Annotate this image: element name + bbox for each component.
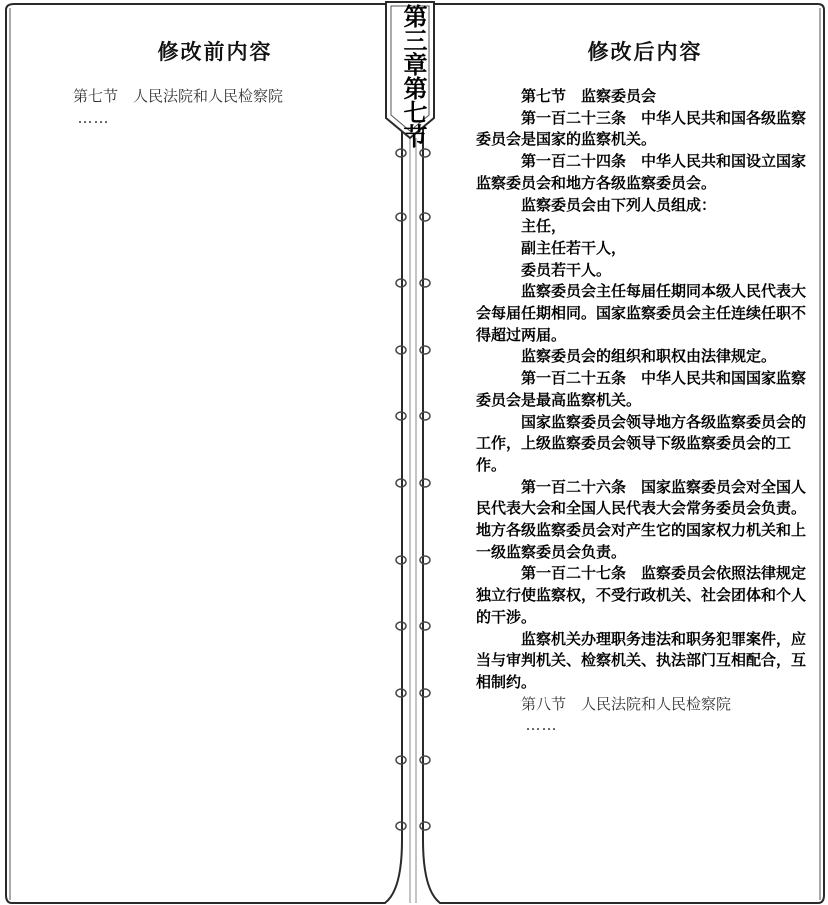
cooperation-paragraph: 监察机关办理职务违法和职务犯罪案件，应当与审判机关、检察机关、执法部门互相配合，互相制约。 (476, 629, 807, 691)
next-section-heading: 第八节 人民法院和人民检察院 (521, 694, 732, 713)
before-title: 修改前内容 (157, 40, 273, 64)
composition-item: 委员若干人。 (521, 260, 612, 279)
after-ellipsis: …… (525, 716, 558, 735)
composition-item: 副主任若干人， (521, 238, 627, 257)
composition-intro: 监察委员会由下列人员组成： (521, 195, 717, 214)
composition-item: 主任， (521, 217, 567, 236)
after-section-heading: 第七节 监察委员会 (521, 87, 657, 105)
left-page-outline (6, 4, 402, 903)
leadership-paragraph: 国家监察委员会领导地方各级监察委员会的工作，上级监察委员会领导下级监察委员会的工作。 (476, 412, 807, 474)
after-title: 修改后内容 (587, 40, 703, 64)
term-paragraph: 监察委员会主任每届任期同本级人民代表大会每届任期相同。国家监察委员会主任连续任职不得超过两届。 (476, 282, 807, 344)
before-content (28, 86, 368, 129)
chapter-label: 第三章第七节 (399, 4, 427, 148)
article-125: 第一百二十五条 中华人民共和国国家监察委员会是最高监察机关。 (476, 369, 807, 409)
organization-paragraph: 监察委员会的组织和职权由法律规定。 (521, 347, 777, 366)
after-content (476, 86, 816, 737)
article-124: 第一百二十四条 中华人民共和国设立国家监察委员会和地方各级监察委员会。 (476, 152, 807, 192)
article-123: 第一百二十三条 中华人民共和国各级监察委员会是国家的监察机关。 (476, 108, 807, 149)
article-127: 第一百二十七条 监察委员会依照法律规定独立行使监察权，不受行政机关、社会团体和个人的干涉。 (476, 564, 807, 626)
article-126: 第一百二十六条 国家监察委员会对全国人民代表大会和全国人民代表大会常务委员会负责。地方各级监察委员会对产生它的国家权力机关和上一级监察委员会负责。 (476, 477, 807, 561)
before-section-heading: 第七节 人民法院和人民检察院 (73, 87, 284, 105)
before-ellipsis: …… (77, 108, 110, 127)
